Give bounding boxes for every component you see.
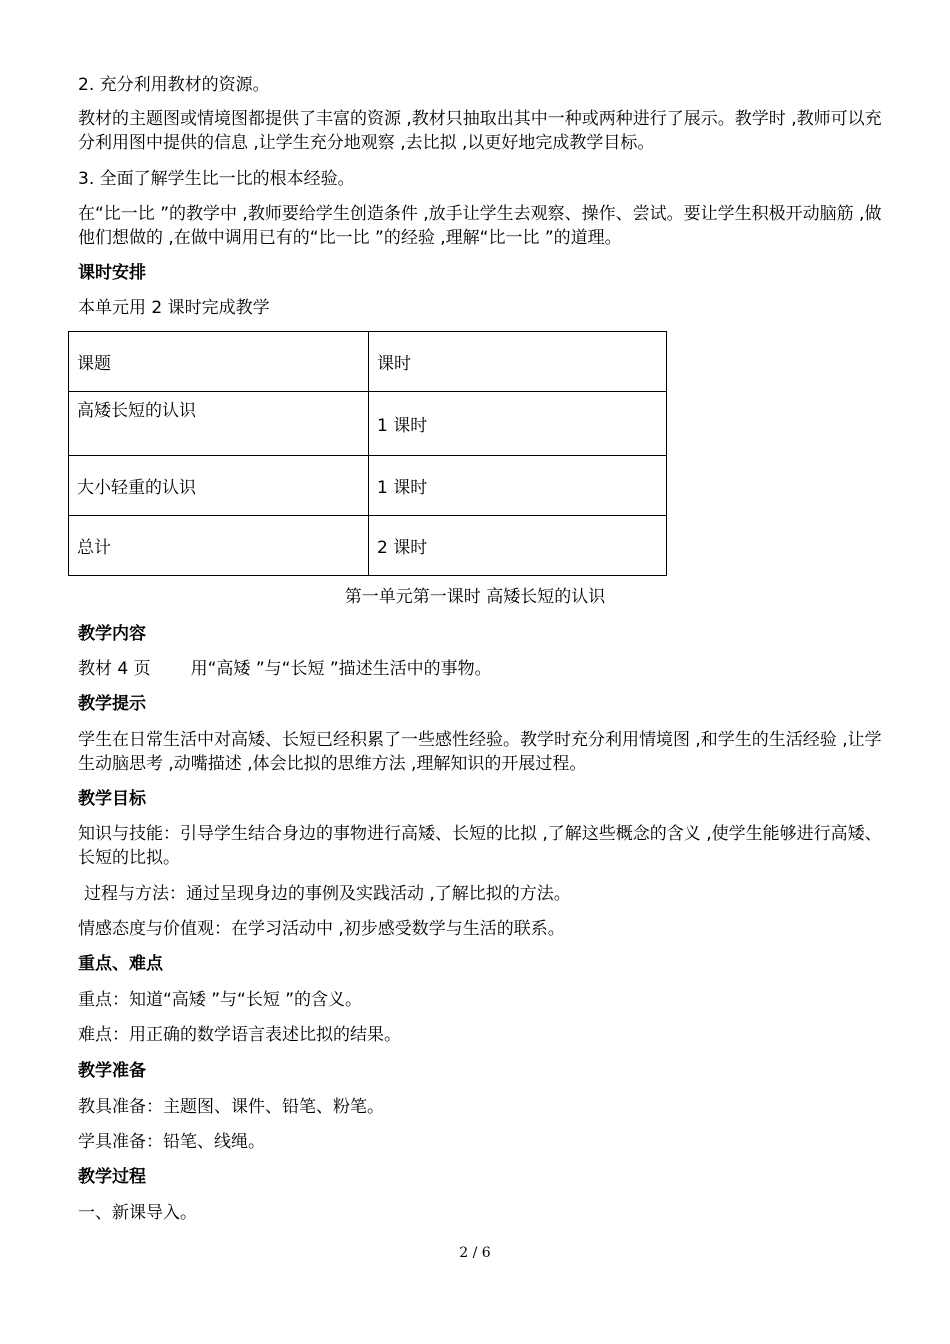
table-cell: 总计 (69, 516, 369, 576)
paragraph-prep-student: 学具准备：铅笔、线绳。 (78, 1132, 265, 1152)
table-row (69, 516, 667, 576)
heading-tips: 教学提示 (78, 694, 146, 714)
table-cell: 高矮长短的认识 (69, 392, 369, 456)
paragraph-goal-emotion: 情感态度与价值观：在学习活动中 ,初步感受数学与生活的联系。 (78, 919, 565, 939)
table-cell: 1 课时 (369, 456, 667, 516)
paragraph-resources: 教材的主题图或情境图都提供了丰富的资源 ,教材只抽取出其中一种或两种进行了展示。教学时 ,教师可以充分利用图中提供的信息 ,让学生充分地观察 ,去比拟 ,以更好地完成教学目标。 (78, 109, 882, 153)
paragraph-item-2: 2. 充分利用教材的资源。 (78, 75, 270, 95)
table-row (69, 392, 667, 456)
paragraph-compare: 在“比一比 ”的教学中 ,教师要给学生创造条件 ,放手让学生去观察、操作、尝试。要让学生积极开动脑筋 ,做他们想做的 ,在做中调用已有的“比一比 ”的经验 ,理解“比一比 ”的道理。 (78, 204, 882, 248)
page-number: 2 / 6 (459, 1245, 491, 1261)
heading-content: 教学内容 (78, 624, 146, 644)
table-header-cell: 课时 (369, 332, 667, 392)
paragraph-schedule-intro: 本单元用 2 课时完成教学 (78, 298, 270, 318)
paragraph-prep-teacher: 教具准备：主题图、课件、铅笔、粉笔。 (78, 1097, 384, 1117)
content-text: 用“高矮 ”与“长短 ”描述生活中的事物。 (190, 659, 492, 679)
paragraph-difficulty: 难点：用正确的数学语言表述比拟的结果。 (78, 1025, 401, 1045)
paragraph-process-1: 一、新课导入。 (78, 1203, 197, 1223)
paragraph-goal-knowledge: 知识与技能：引导学生结合身边的事物进行高矮、长短的比拟 ,了解这些概念的含义 ,使学生能够进行高矮、长短的比拟。 (78, 824, 882, 868)
lesson-title: 第一单元第一课时 高矮长短的认识 (344, 587, 606, 607)
table-row (69, 456, 667, 516)
table-cell: 大小轻重的认识 (69, 456, 369, 516)
content-page: 教材 4 页 (78, 659, 151, 679)
heading-prep: 教学准备 (78, 1061, 146, 1081)
paragraph-item-3: 3. 全面了解学生比一比的根本经验。 (78, 169, 355, 189)
content-line (78, 657, 890, 681)
heading-key: 重点、难点 (78, 954, 163, 974)
heading-schedule: 课时安排 (78, 263, 146, 283)
table-header-cell: 课题 (69, 332, 369, 392)
heading-process: 教学过程 (78, 1167, 146, 1187)
schedule-table (68, 331, 667, 576)
heading-goals: 教学目标 (78, 789, 146, 809)
table-cell: 1 课时 (369, 392, 667, 456)
paragraph-tips: 学生在日常生活中对高矮、长短已经积累了一些感性经验。教学时充分利用情境图 ,和学生的生活经验 ,让学生动脑思考 ,动嘴描述 ,体会比拟的思维方法 ,理解知识的开展过程。 (78, 730, 882, 774)
paragraph-goal-process: 过程与方法：通过呈现身边的事例及实践活动 ,了解比拟的方法。 (84, 884, 571, 904)
paragraph-key: 重点：知道“高矮 ”与“长短 ”的含义。 (78, 990, 363, 1010)
table-header-row (69, 332, 667, 392)
table-cell: 2 课时 (369, 516, 667, 576)
